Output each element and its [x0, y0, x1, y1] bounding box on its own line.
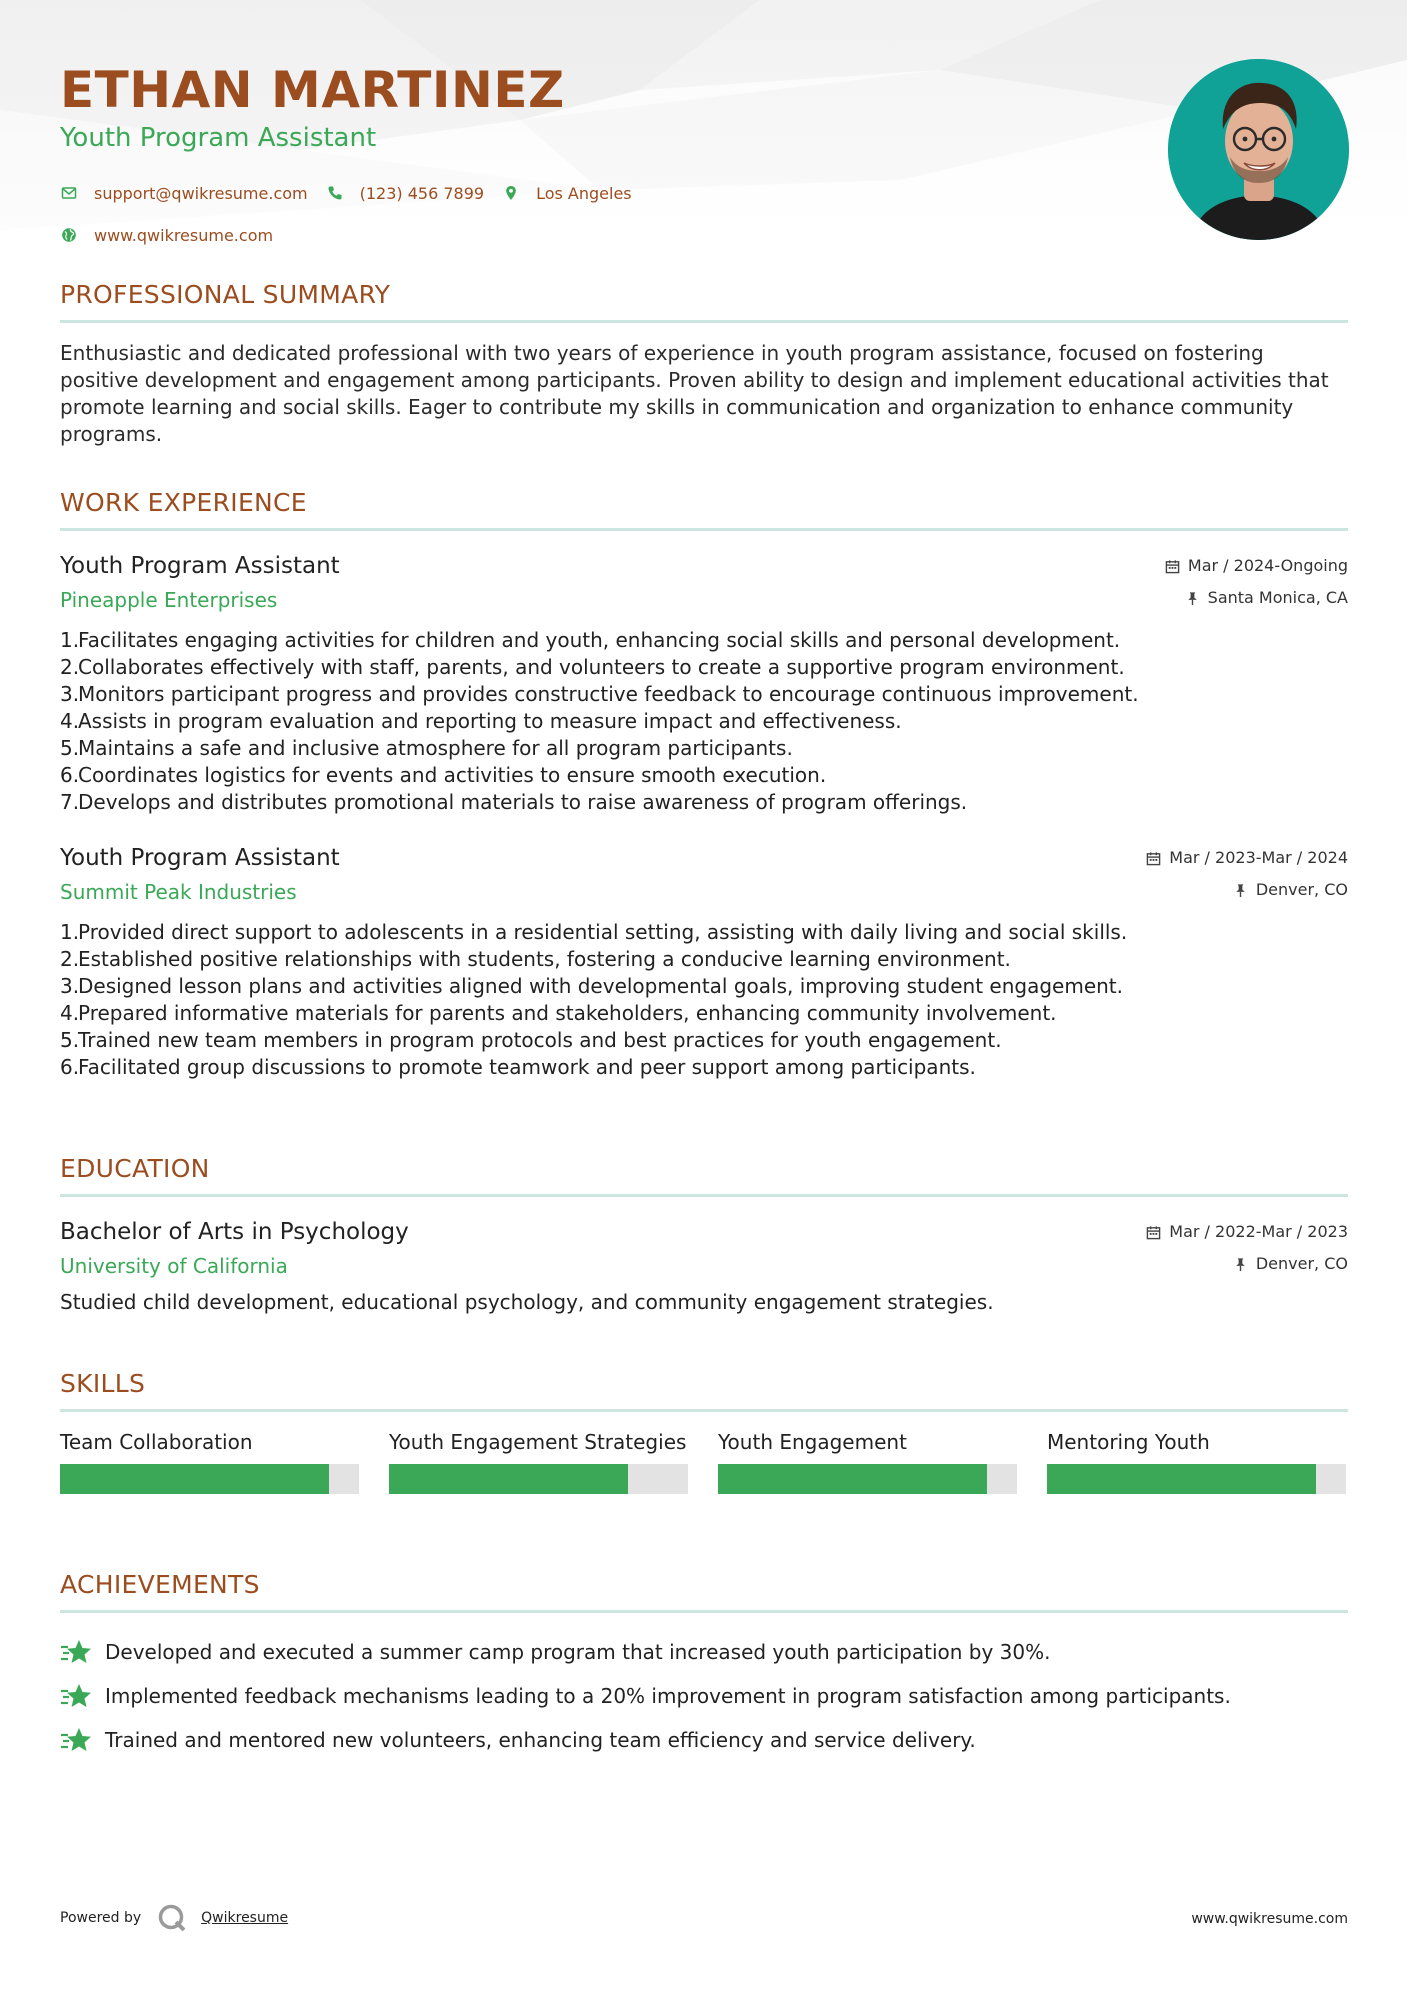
achievement-text: Developed and executed a summer camp program that increased youth participation by 30%.	[105, 1639, 1051, 1664]
contact-location	[502, 172, 632, 214]
powered-by-label: Powered by	[60, 1910, 142, 1926]
education-section	[60, 1152, 1348, 1316]
achievement-text: Implemented feedback mechanisms leading to a 20% improvement in program satisfaction among participants.	[105, 1683, 1231, 1708]
job-location	[1185, 587, 1348, 609]
job-bullets	[60, 919, 1348, 1081]
job-date	[1146, 847, 1348, 869]
skills-section	[60, 1367, 1348, 1494]
contact-phone-text: (123) 456 7899	[359, 183, 485, 203]
achievements-section	[60, 1568, 1348, 1762]
education-location-text: Denver, CO	[1255, 1254, 1348, 1273]
job-entry	[60, 843, 1348, 1081]
powered-by	[60, 1903, 288, 1933]
list-item: 2. Established positive relationships with students, fostering a conducive learning environment.	[60, 947, 1011, 971]
skill-item	[60, 1429, 359, 1494]
education-description: Studied child development, educational psychology, and community engagement strategies.	[60, 1290, 994, 1314]
achievements-heading: ACHIEVEMENTS	[60, 1570, 260, 1599]
list-item: 6. Coordinates logistics for events and activities to ensure smooth execution.	[60, 763, 827, 787]
skills-list	[60, 1429, 1348, 1494]
contact-location-text: Los Angeles	[536, 183, 632, 203]
avatar-illustration	[1168, 59, 1349, 240]
calendar-icon	[1165, 559, 1180, 574]
list-item: 2. Collaborates effectively with staff, parents, and volunteers to create a supportive program environment.	[60, 655, 1125, 679]
section-divider	[60, 320, 1348, 323]
skill-level-fill	[1047, 1464, 1316, 1494]
job-entry	[60, 551, 1348, 816]
pushpin-icon	[1233, 883, 1248, 898]
skill-level-bar	[718, 1464, 1017, 1494]
education-date-text: Mar / 2022-Mar / 2023	[1169, 1222, 1348, 1241]
envelope-icon	[60, 184, 78, 202]
job-location-text: Santa Monica, CA	[1207, 588, 1348, 607]
contact-website[interactable]	[60, 214, 273, 256]
skill-level-bar	[389, 1464, 688, 1494]
skill-name: Mentoring Youth	[1047, 1430, 1210, 1454]
achievements-list	[60, 1630, 1348, 1762]
star-badge-icon	[60, 1726, 92, 1754]
star-badge-icon	[60, 1682, 92, 1710]
pushpin-icon	[1185, 591, 1200, 606]
skill-level-fill	[718, 1464, 987, 1494]
phone-icon	[326, 184, 344, 202]
contact-email-text: support@qwikresume.com	[94, 183, 308, 203]
degree-title: Bachelor of Arts in Psychology	[60, 1219, 409, 1245]
experience-heading: WORK EXPERIENCE	[60, 488, 307, 517]
experience-section	[60, 486, 1348, 1081]
pushpin-icon	[1233, 1257, 1248, 1272]
summary-section	[60, 278, 1348, 448]
education-location	[1233, 1253, 1348, 1275]
list-item: 7. Develops and distributes promotional materials to raise awareness of program offerings.	[60, 790, 968, 814]
job-company: Summit Peak Industries	[60, 880, 297, 904]
education-date	[1146, 1221, 1348, 1243]
skill-name: Youth Engagement	[718, 1430, 907, 1454]
list-item: 4. Assists in program evaluation and reporting to measure impact and effectiveness.	[60, 709, 902, 733]
summary-text: Enthusiastic and dedicated professional with two years of experience in youth program assistance, focused on fostering positive development and engagement among participants. Proven ability to design and implement educational activities that promote learning and social skills. Eager to contribute my skills in communication and organization to enhance community programs.	[60, 341, 1329, 446]
calendar-icon	[1146, 1225, 1161, 1240]
job-location	[1233, 879, 1348, 901]
calendar-icon	[1146, 851, 1161, 866]
skill-name: Youth Engagement Strategies	[389, 1430, 687, 1454]
skill-level-bar	[1047, 1464, 1346, 1494]
candidate-name: ETHAN MARTINEZ	[60, 61, 565, 119]
contact-phone[interactable]	[326, 172, 484, 214]
section-divider	[60, 1409, 1348, 1412]
job-company: Pineapple Enterprises	[60, 588, 278, 612]
job-date	[1165, 555, 1348, 577]
map-pin-icon	[502, 184, 520, 202]
skill-name: Team Collaboration	[60, 1430, 253, 1454]
page-footer	[60, 1895, 1348, 1935]
list-item: 4. Prepared informative materials for parents and stakeholders, enhancing community involvement.	[60, 1001, 1057, 1025]
profile-photo	[1168, 59, 1349, 240]
list-item: 3. Monitors participant progress and provides constructive feedback to encourage continuous improvement.	[60, 682, 1139, 706]
school-name: University of California	[60, 1254, 288, 1278]
achievement-item	[60, 1674, 1348, 1718]
job-title: Youth Program Assistant	[60, 845, 340, 871]
job-date-text: Mar / 2023-Mar / 2024	[1169, 848, 1348, 867]
globe-icon	[60, 226, 78, 244]
qwikresume-link[interactable]: Qwikresume	[201, 1910, 289, 1926]
skill-item	[1047, 1429, 1346, 1494]
job-date-text: Mar / 2024-Ongoing	[1187, 556, 1348, 575]
skill-item	[718, 1429, 1017, 1494]
list-item: 3. Designed lesson plans and activities aligned with developmental goals, improving student engagement.	[60, 974, 1123, 998]
list-item: 6. Facilitated group discussions to promote teamwork and peer support among participants.	[60, 1055, 976, 1079]
qwikresume-logo-icon	[157, 1903, 187, 1933]
summary-heading: PROFESSIONAL SUMMARY	[60, 280, 391, 309]
section-divider	[60, 528, 1348, 531]
education-heading: EDUCATION	[60, 1154, 210, 1183]
contact-email[interactable]	[60, 172, 308, 214]
star-badge-icon	[60, 1638, 92, 1666]
skill-item	[389, 1429, 688, 1494]
resume-header	[60, 60, 1140, 256]
list-item: 5. Maintains a safe and inclusive atmosphere for all program participants.	[60, 736, 793, 760]
skills-heading: SKILLS	[60, 1369, 146, 1398]
skill-level-fill	[389, 1464, 628, 1494]
achievement-item	[60, 1630, 1348, 1674]
footer-website-link[interactable]: www.qwikresume.com	[1191, 1911, 1348, 1927]
list-item: 5. Trained new team members in program protocols and best practices for youth engagement.	[60, 1028, 1002, 1052]
contact-website-text: www.qwikresume.com	[94, 225, 274, 245]
candidate-role: Youth Program Assistant	[60, 123, 377, 153]
section-divider	[60, 1194, 1348, 1197]
job-location-text: Denver, CO	[1255, 880, 1348, 899]
achievement-item	[60, 1718, 1348, 1762]
education-entry	[60, 1217, 1348, 1316]
skill-level-fill	[60, 1464, 329, 1494]
list-item: 1. Facilitates engaging activities for children and youth, enhancing social skills and personal development.	[60, 628, 1121, 652]
achievement-text: Trained and mentored new volunteers, enhancing team efficiency and service delivery.	[105, 1727, 976, 1752]
section-divider	[60, 1610, 1348, 1613]
job-title: Youth Program Assistant	[60, 553, 340, 579]
contact-info	[60, 172, 760, 256]
skill-level-bar	[60, 1464, 359, 1494]
job-bullets	[60, 627, 1348, 816]
list-item: 1. Provided direct support to adolescents in a residential setting, assisting with daily living and social skills.	[60, 920, 1128, 944]
